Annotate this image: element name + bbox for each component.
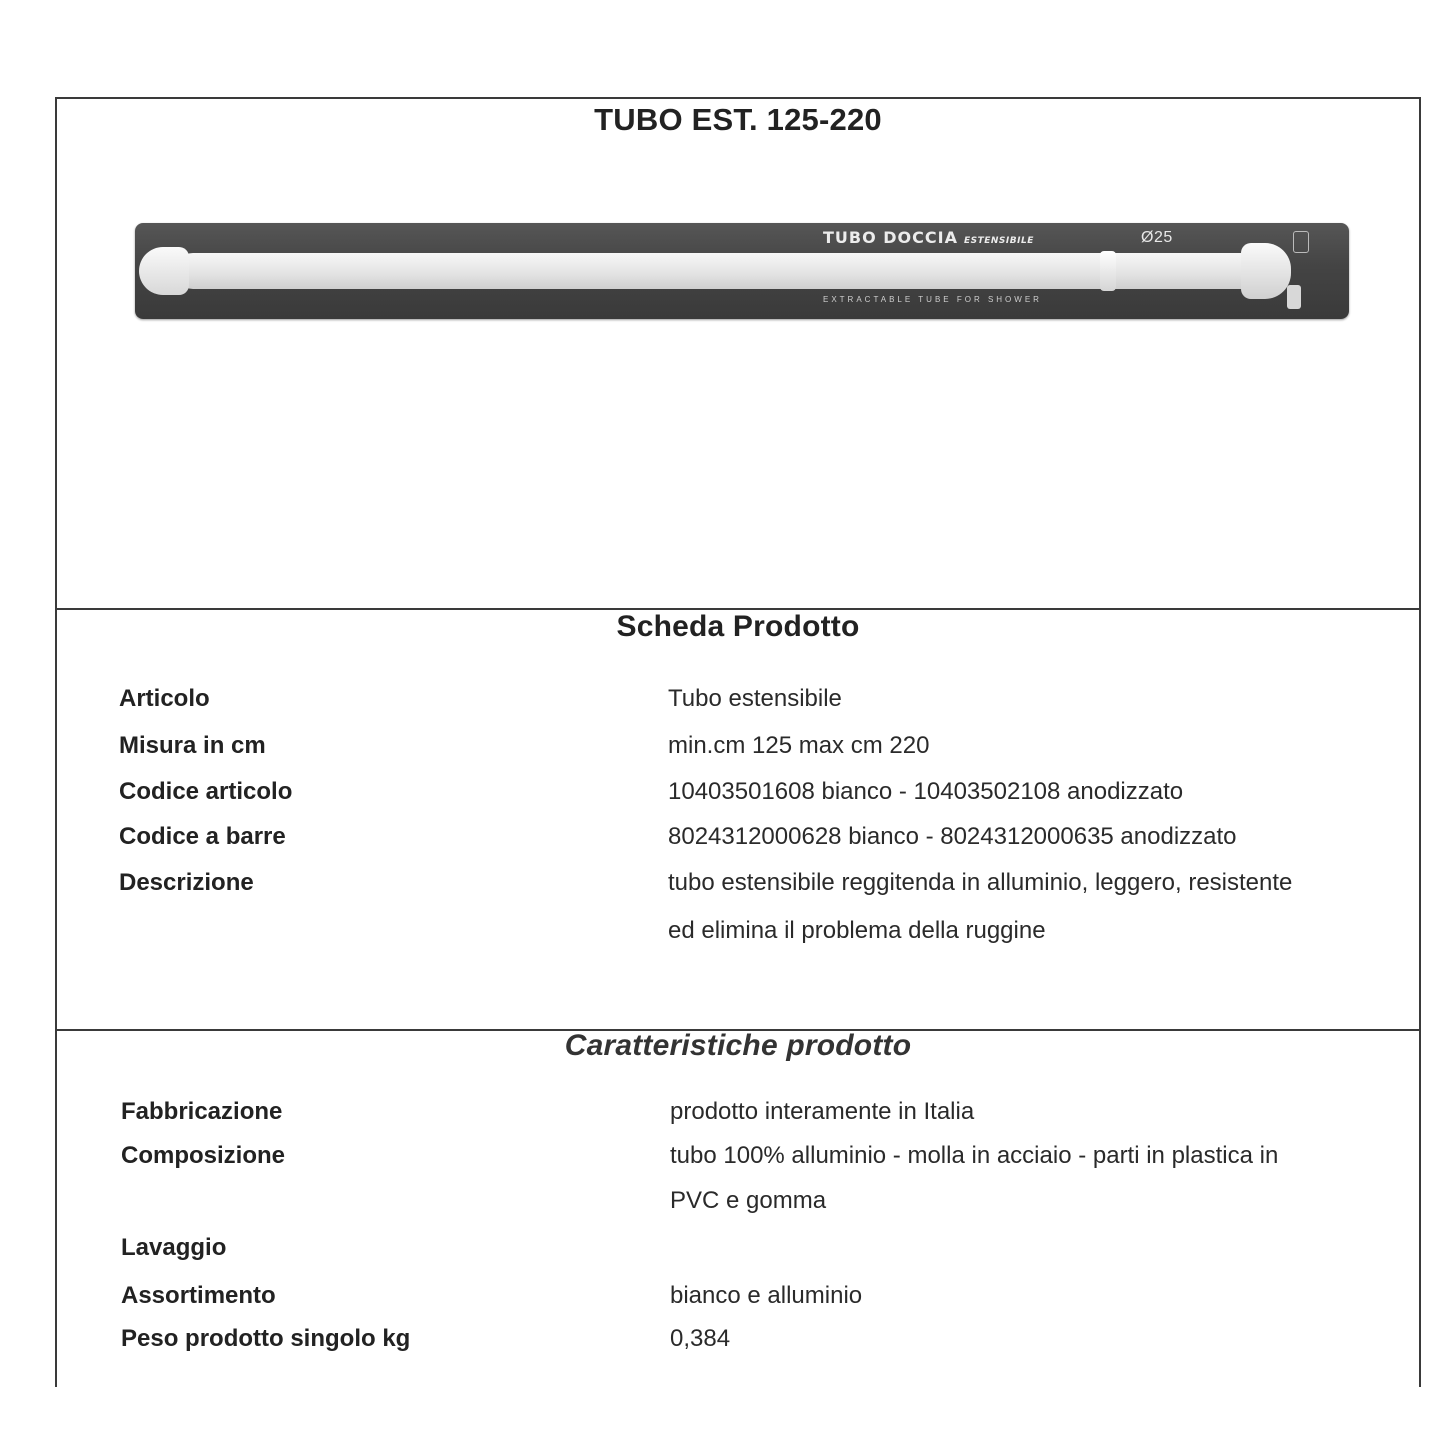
product-image-section xyxy=(57,99,1419,610)
spec-value-line2: ed elimina il problema della ruggine xyxy=(668,917,1046,944)
caratteristiche-section xyxy=(57,1031,1419,1389)
packaging-diameter: Ø25 xyxy=(1141,229,1173,246)
scheda-title: Scheda Prodotto xyxy=(616,610,860,643)
feature-label: Composizione xyxy=(121,1142,286,1169)
spec-label: Codice a barre xyxy=(119,823,286,850)
feature-label: Lavaggio xyxy=(121,1234,227,1261)
feature-label: Fabbricazione xyxy=(121,1098,283,1125)
spec-value: min.cm 125 max cm 220 xyxy=(668,732,930,759)
packaging-brand xyxy=(823,228,1034,247)
feature-value: 0,384 xyxy=(670,1325,731,1352)
spec-label: Misura in cm xyxy=(119,732,266,759)
spec-label: Codice articolo xyxy=(119,778,293,805)
feature-label: Assortimento xyxy=(121,1282,276,1309)
rod-tube xyxy=(175,253,1285,289)
spec-value: Tubo estensibile xyxy=(668,685,842,712)
packaging-brand-main: TUBO DOCCIA xyxy=(823,228,958,247)
spec-value: 10403501608 bianco - 10403502108 anodizzato xyxy=(668,778,1184,805)
feature-value-line2: PVC e gomma xyxy=(670,1187,827,1214)
product-photo xyxy=(135,223,1349,319)
caratteristiche-title: Caratteristiche prodotto xyxy=(564,1029,912,1062)
rod-cap-left xyxy=(139,247,189,295)
product-title: TUBO EST. 125-220 xyxy=(594,102,882,137)
rod-joint xyxy=(1100,251,1116,291)
packaging-subtitle: EXTRACTABLE TUBE FOR SHOWER xyxy=(823,295,1042,304)
scheda-prodotto-section xyxy=(57,610,1419,1031)
spec-value: tubo estensibile reggitenda in alluminio, leggero, resistente xyxy=(668,869,1293,896)
feature-value: bianco e alluminio xyxy=(670,1282,863,1309)
packaging-badge-icon xyxy=(1287,285,1301,309)
spec-value: 8024312000628 bianco - 8024312000635 anodizzato xyxy=(668,823,1237,850)
feature-value: tubo 100% alluminio - molla in acciaio - parti in plastica in xyxy=(670,1142,1279,1169)
shower-logo-icon xyxy=(1293,231,1309,253)
feature-label: Peso prodotto singolo kg xyxy=(121,1325,411,1352)
packaging-brand-small: ESTENSIBILE xyxy=(963,236,1034,246)
rod-cap-right xyxy=(1241,243,1291,299)
product-sheet xyxy=(55,97,1421,1387)
feature-value: prodotto interamente in Italia xyxy=(670,1098,975,1125)
spec-label: Descrizione xyxy=(119,869,254,896)
spec-label: Articolo xyxy=(119,685,210,712)
